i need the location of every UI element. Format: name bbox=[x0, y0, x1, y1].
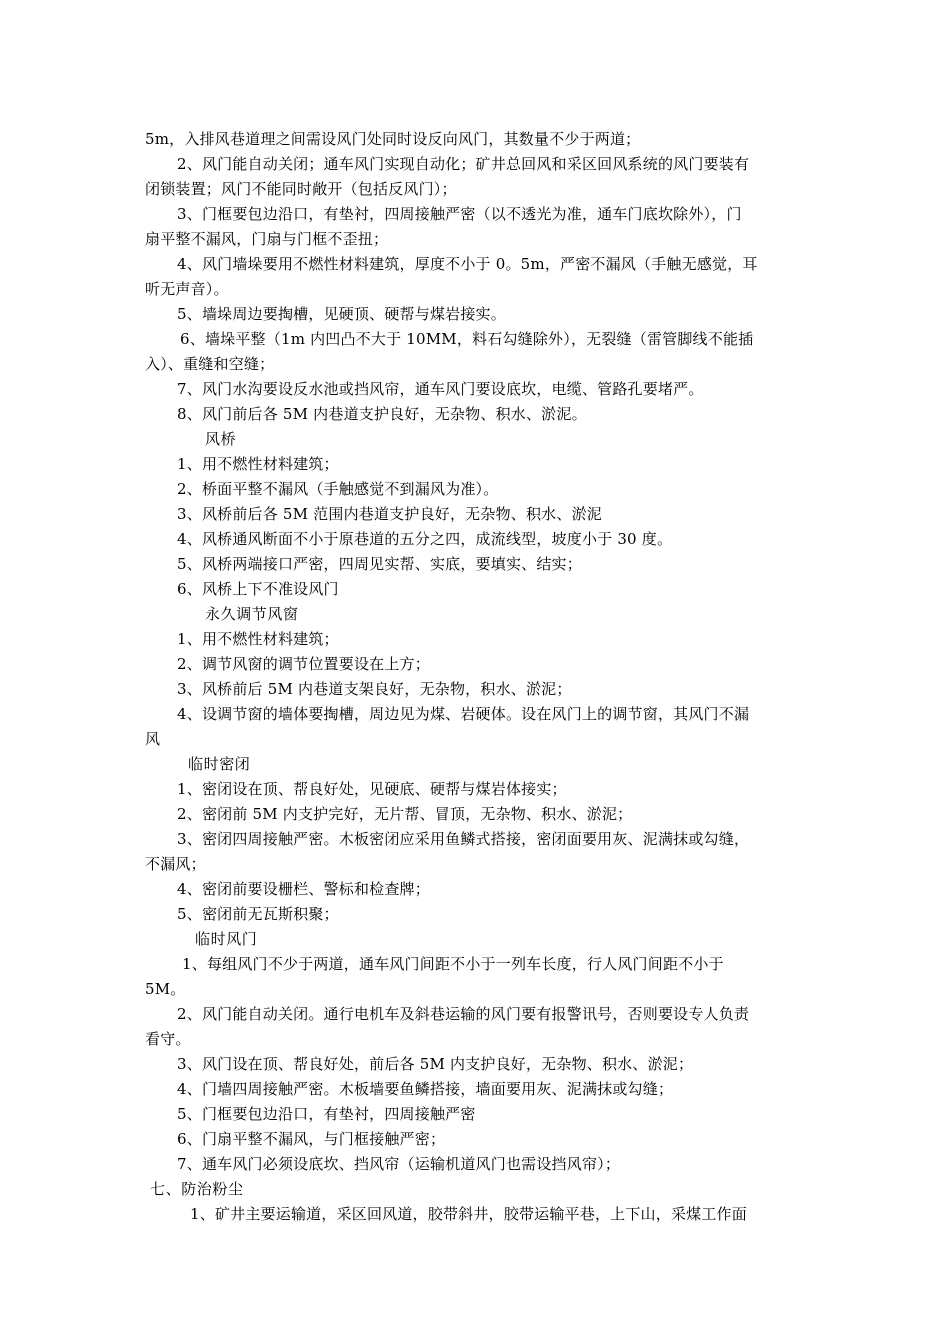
text-line: 4、风桥通风断面不小于原巷道的五分之四，成流线型，坡度小于 30 度。 bbox=[177, 530, 673, 548]
text-line: 1、每组风门不少于两道，通车风门间距不小于一列车长度，行人风门间距不小于 bbox=[182, 955, 724, 973]
section-heading: 风桥 bbox=[205, 430, 237, 448]
text-line: 2、风门能自动关闭；通车风门实现自动化；矿井总回风和采区回风系统的风门要装有 bbox=[177, 155, 750, 173]
text-line: 看守。 bbox=[145, 1030, 191, 1048]
section-heading: 永久调节风窗 bbox=[205, 605, 299, 623]
text-line: 3、风门设在顶、帮良好处，前后各 5M 内支护良好，无杂物、积水、淤泥； bbox=[177, 1055, 694, 1073]
text-line: 1、密闭设在顶、帮良好处，见硬底、硬帮与煤岩体接实； bbox=[177, 780, 567, 798]
text-line: 5、墙垛周边要掏槽，见硬顶、硬帮与煤岩接实。 bbox=[177, 305, 506, 323]
section-heading: 临时风门 bbox=[195, 930, 258, 948]
text-line: 入）、重缝和空缝； bbox=[145, 355, 275, 373]
text-line: 4、设调节窗的墙体要掏槽，周边见为煤、岩硬体。设在风门上的调节窗，其风门不漏 bbox=[177, 705, 750, 723]
text-line: 4、风门墙垛要用不燃性材料建筑，厚度不小于 0。5m，严密不漏风（手触无感觉，耳 bbox=[177, 255, 758, 273]
text-line: 5M。 bbox=[145, 980, 186, 998]
text-line: 4、门墙四周接触严密。木板墙要鱼鳞搭接，墙面要用灰、泥满抹或勾缝； bbox=[177, 1080, 674, 1098]
text-line: 7、风门水沟要设反水池或挡风帘，通车风门要设底坎，电缆、管路孔要堵严。 bbox=[177, 380, 704, 398]
text-line: 1、用不燃性材料建筑； bbox=[177, 630, 339, 648]
text-line: 2、风门能自动关闭。通行电机车及斜巷运输的风门要有报警讯号，否则要设专人负责 bbox=[177, 1005, 750, 1023]
section-heading: 七、防治粉尘 bbox=[150, 1180, 244, 1198]
text-line: 5m，入排风巷道理之间需设风门处同时设反向风门，其数量不少于两道； bbox=[145, 130, 641, 148]
text-line: 3、风桥前后各 5M 范围内巷道支护良好，无杂物、积水、淤泥 bbox=[177, 505, 602, 523]
text-line: 5、风桥两端接口严密，四周见实帮、实底，要填实、结实； bbox=[177, 555, 582, 573]
text-line: 7、通车风门必须设底坎、挡风帘（运输机道风门也需设挡风帘）； bbox=[177, 1155, 621, 1173]
text-line: 1、用不燃性材料建筑； bbox=[177, 455, 339, 473]
text-line: 5、密闭前无瓦斯积聚； bbox=[177, 905, 339, 923]
text-line: 5、门框要包边沿口，有垫衬，四周接触严密 bbox=[177, 1105, 476, 1123]
text-line: 1、矿井主要运输道，采区回风道，胶带斜井，胶带运输平巷，上下山，采煤工作面 bbox=[190, 1205, 747, 1223]
text-line: 6、风桥上下不准设风门 bbox=[177, 580, 339, 598]
text-line: 扇平整不漏风，门扇与门框不歪扭； bbox=[145, 230, 389, 248]
text-line: 4、密闭前要设栅栏、警标和检查牌； bbox=[177, 880, 430, 898]
text-line: 6、门扇平整不漏风，与门框接触严密； bbox=[177, 1130, 446, 1148]
section-heading: 临时密闭 bbox=[188, 755, 251, 773]
text-line: 3、风桥前后 5M 内巷道支架良好，无杂物，积水、淤泥； bbox=[177, 680, 572, 698]
text-line: 闭锁装置；风门不能同时敞开（包括反风门）； bbox=[145, 180, 457, 198]
text-line: 2、桥面平整不漏风（手触感觉不到漏风为准）。 bbox=[177, 480, 499, 498]
text-line: 听无声音）。 bbox=[145, 280, 229, 298]
text-line: 风 bbox=[145, 730, 161, 748]
text-line: 8、风门前后各 5M 内巷道支护良好，无杂物、积水、淤泥。 bbox=[177, 405, 587, 423]
text-line: 2、密闭前 5M 内支护完好，无片帮、冒顶，无杂物、积水、淤泥； bbox=[177, 805, 633, 823]
text-line: 3、门框要包边沿口，有垫衬，四周接触严密（以不透光为准，通车门底坎除外），门 bbox=[177, 205, 742, 223]
text-line: 6、墙垛平整（1m 内凹凸不大于 10MM，料石勾缝除外），无裂缝（雷管脚线不能插 bbox=[180, 330, 754, 348]
text-line: 3、密闭四周接触严密。木板密闭应采用鱼鳞式搭接，密闭面要用灰、泥满抹或勾缝， bbox=[177, 830, 750, 848]
text-line: 不漏风； bbox=[145, 855, 206, 873]
text-line: 2、调节风窗的调节位置要设在上方； bbox=[177, 655, 430, 673]
